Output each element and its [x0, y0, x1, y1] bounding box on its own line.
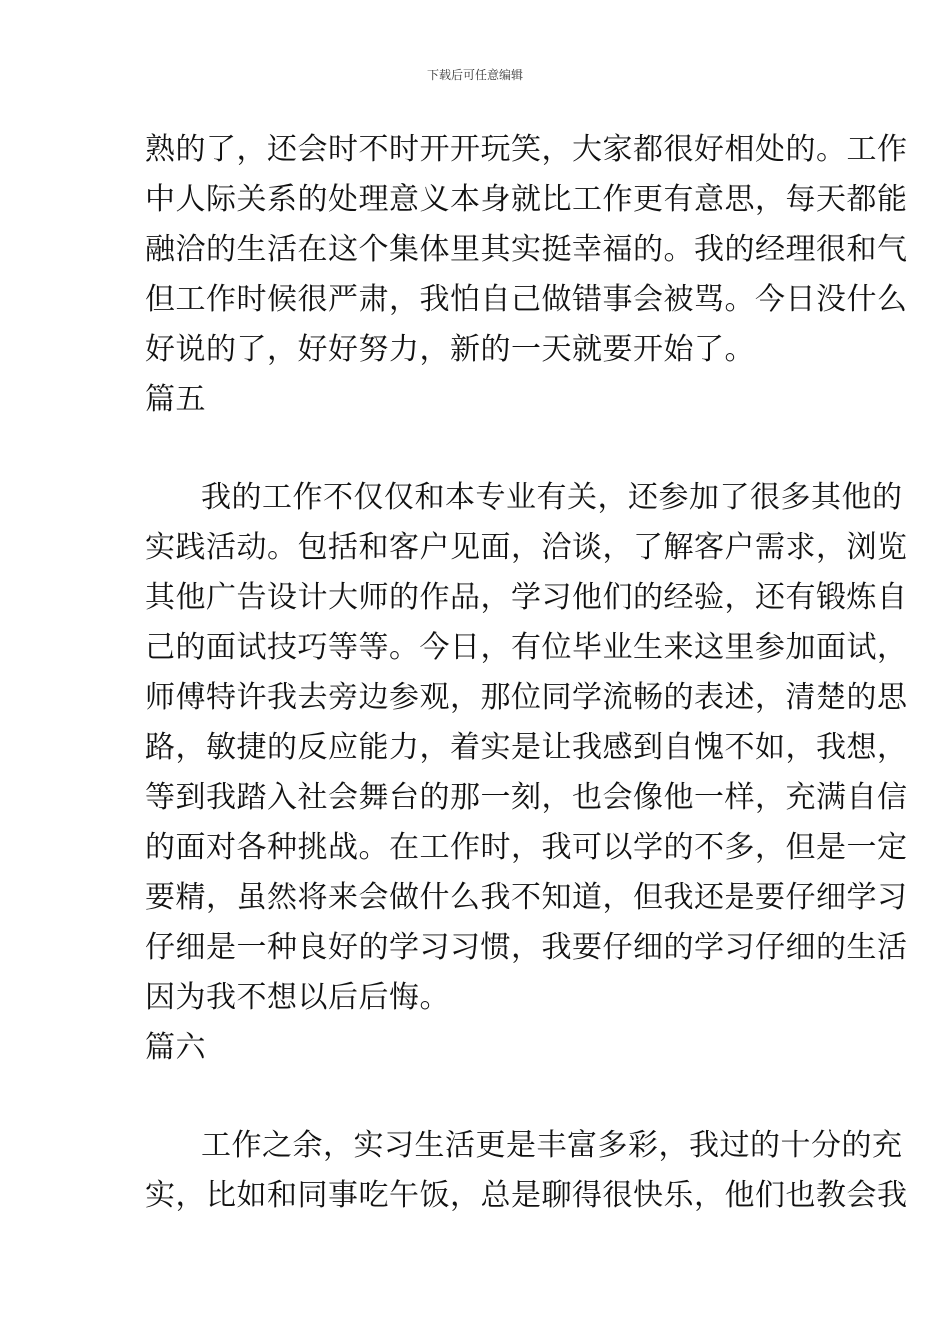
text-line: 但工作时候很严肃，我怕自己做错事会被骂。今日没什么 [145, 282, 908, 317]
section-heading: 篇六 [145, 1030, 206, 1065]
text-line: 我的工作不仅仅和本专业有关，还参加了很多其他的 [201, 480, 903, 515]
text-line: 的面对各种挑战。在工作时，我可以学的不多，但是一定 [145, 830, 908, 865]
section-heading: 篇五 [145, 382, 206, 417]
text-line: 中人际关系的处理意义本身就比工作更有意思，每天都能 [145, 182, 908, 217]
text-line: 好说的了，好好努力，新的一天就要开始了。 [145, 332, 755, 367]
text-line: 工作之余，实习生活更是丰富多彩，我过的十分的充 [201, 1128, 903, 1163]
text-line: 要精，虽然将来会做什么我不知道，但我还是要仔细学习 [145, 880, 908, 915]
text-line: 己的面试技巧等等。今日，有位毕业生来这里参加面试， [145, 630, 908, 665]
text-line: 其他广告设计大师的作品，学习他们的经验，还有锻炼自 [145, 580, 908, 615]
text-line: 实，比如和同事吃午饭，总是聊得很快乐，他们也教会我 [145, 1178, 908, 1213]
text-line: 师傅特许我去旁边参观，那位同学流畅的表述，清楚的思 [145, 680, 908, 715]
page-header: 下载后可任意编辑 [426, 68, 523, 82]
text-line: 熟的了，还会时不时开开玩笑，大家都很好相处的。工作 [145, 132, 908, 167]
text-line: 仔细是一种良好的学习习惯，我要仔细的学习仔细的生活 [145, 930, 908, 965]
text-line: 实践活动。包括和客户见面，洽谈，了解客户需求，浏览 [145, 530, 908, 565]
text-line: 路，敏捷的反应能力，着实是让我感到自愧不如，我想， [145, 730, 908, 765]
text-line: 等到我踏入社会舞台的那一刻，也会像他一样，充满自信 [145, 780, 908, 815]
text-line: 融洽的生活在这个集体里其实挺幸福的。我的经理很和气 [145, 232, 908, 267]
text-line: 因为我不想以后后悔。 [145, 980, 450, 1015]
